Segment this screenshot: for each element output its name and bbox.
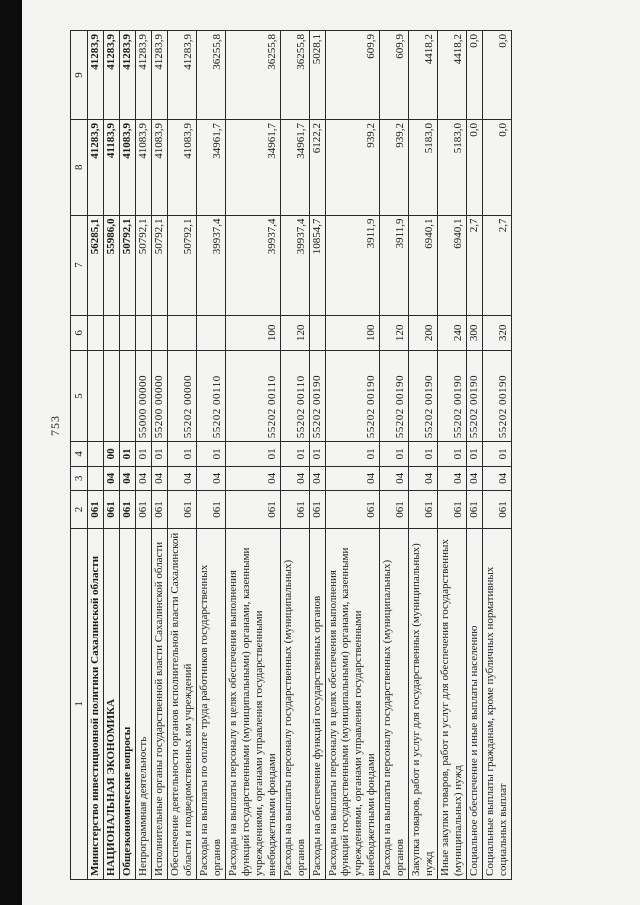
amount-year1-cell: 3911,9 — [325, 215, 380, 315]
grbs-code-cell: 061 — [151, 491, 167, 529]
section-code-cell: 04 — [151, 466, 167, 490]
row-name-cell: Расходы на выплаты по оплате труда работников государственных органов — [196, 528, 225, 879]
section-code-cell: 04 — [380, 466, 409, 490]
section-code-cell: 04 — [103, 466, 119, 490]
amount-year2-cell: 5183,0 — [409, 119, 438, 215]
section-code-cell: 04 — [325, 466, 380, 490]
grbs-code-cell: 061 — [280, 491, 309, 529]
target-article-cell: 55202 00110 — [280, 351, 309, 442]
amount-year1-cell: 2,7 — [467, 215, 483, 315]
section-code-cell: 04 — [309, 466, 325, 490]
row-name-cell: Общеэкономические вопросы — [119, 528, 135, 879]
grbs-code-cell: 061 — [438, 491, 467, 529]
amount-year3-cell: 4418,2 — [438, 31, 467, 120]
expense-type-cell — [103, 315, 119, 351]
row-name-cell: Непрограммная деятельность — [135, 528, 151, 879]
row-name-cell: Социальное обеспечение и иные выплаты населению — [467, 528, 483, 879]
amount-year3-cell: 41283,9 — [167, 31, 196, 120]
table-row — [280, 31, 309, 880]
scan-edge — [0, 0, 22, 905]
table-row — [225, 31, 280, 880]
row-name-cell: Министерство инвестиционной политики Сахалинской области — [88, 528, 104, 879]
table-row — [325, 31, 380, 880]
table-row — [438, 31, 467, 880]
table-row — [151, 31, 167, 880]
amount-year2-cell: 41083,9 — [167, 119, 196, 215]
section-code-cell: 04 — [225, 466, 280, 490]
expense-type-cell — [119, 315, 135, 351]
amount-year3-cell: 41283,9 — [88, 31, 104, 120]
row-name-cell: Обеспечение деятельности органов исполнительной власти Сахалинской области и подведомственных им учреждений — [167, 528, 196, 879]
table-row — [167, 31, 196, 880]
expense-type-cell — [309, 315, 325, 351]
table-row — [309, 31, 325, 880]
target-article-cell — [119, 351, 135, 442]
subsection-code-cell: 01 — [119, 442, 135, 466]
section-code-cell: 04 — [119, 466, 135, 490]
amount-year3-cell: 36255,8 — [225, 31, 280, 120]
expense-type-cell: 240 — [438, 315, 467, 351]
row-name-cell: Исполнительные органы государственной власти Сахалинской области — [151, 528, 167, 879]
amount-year1-cell: 50792,1 — [167, 215, 196, 315]
section-code-cell: 04 — [280, 466, 309, 490]
subsection-code-cell: 01 — [196, 442, 225, 466]
amount-year3-cell: 609,9 — [325, 31, 380, 120]
grbs-code-cell: 061 — [325, 491, 380, 529]
table-row — [119, 31, 135, 880]
target-article-cell: 55202 00110 — [196, 351, 225, 442]
expense-type-cell: 120 — [280, 315, 309, 351]
amount-year2-cell: 41283,9 — [88, 119, 104, 215]
amount-year2-cell: 0,0 — [483, 119, 512, 215]
amount-year3-cell: 0,0 — [483, 31, 512, 120]
subsection-code-cell: 00 — [103, 442, 119, 466]
section-code-cell: 04 — [196, 466, 225, 490]
grbs-code-cell: 061 — [196, 491, 225, 529]
section-code-cell: 04 — [467, 466, 483, 490]
column-header: 6 — [71, 315, 88, 351]
amount-year3-cell: 41283,9 — [103, 31, 119, 120]
row-name-cell: Расходы на выплаты персоналу государственных (муниципальных) органов — [280, 528, 309, 879]
amount-year3-cell: 41283,9 — [151, 31, 167, 120]
amount-year2-cell: 41083,9 — [135, 119, 151, 215]
table-row — [88, 31, 104, 880]
amount-year2-cell: 41083,9 — [119, 119, 135, 215]
amount-year1-cell: 50792,1 — [151, 215, 167, 315]
target-article-cell: 55202 00190 — [380, 351, 409, 442]
subsection-code-cell: 01 — [167, 442, 196, 466]
grbs-code-cell: 061 — [309, 491, 325, 529]
table-row — [467, 31, 483, 880]
amount-year1-cell: 2,7 — [483, 215, 512, 315]
table-row — [103, 31, 119, 880]
grbs-code-cell: 061 — [380, 491, 409, 529]
row-name-cell: Расходы на выплаты персоналу в целях обеспечения выполнения функций государственными (муниципальными) органами, казенными учреждениями, органами управления государственными внебюджетными фондами — [225, 528, 280, 879]
amount-year1-cell: 10854,7 — [309, 215, 325, 315]
row-name-cell: Социальные выплаты гражданам, кроме публичных нормативных социальных выплат — [483, 528, 512, 879]
amount-year1-cell: 6940,1 — [438, 215, 467, 315]
amount-year2-cell: 41083,9 — [151, 119, 167, 215]
amount-year1-cell: 6940,1 — [409, 215, 438, 315]
subsection-code-cell: 01 — [467, 442, 483, 466]
target-article-cell — [103, 351, 119, 442]
target-article-cell: 55200 00000 — [151, 351, 167, 442]
subsection-code-cell: 01 — [438, 442, 467, 466]
amount-year2-cell: 6122,2 — [309, 119, 325, 215]
target-article-cell: 55202 00190 — [309, 351, 325, 442]
target-article-cell — [88, 351, 104, 442]
amount-year3-cell: 4418,2 — [409, 31, 438, 120]
section-code-cell: 04 — [438, 466, 467, 490]
table-row — [135, 31, 151, 880]
subsection-code-cell: 01 — [280, 442, 309, 466]
amount-year2-cell: 5183,0 — [438, 119, 467, 215]
section-code-cell: 04 — [409, 466, 438, 490]
target-article-cell: 55202 00190 — [325, 351, 380, 442]
amount-year1-cell: 50792,1 — [119, 215, 135, 315]
section-code-cell: 04 — [483, 466, 512, 490]
amount-year1-cell: 3911,9 — [380, 215, 409, 315]
amount-year1-cell: 39937,4 — [196, 215, 225, 315]
target-article-cell: 55202 00190 — [467, 351, 483, 442]
subsection-code-cell: 01 — [409, 442, 438, 466]
expense-type-cell — [88, 315, 104, 351]
target-article-cell: 55000 00000 — [135, 351, 151, 442]
subsection-code-cell — [88, 442, 104, 466]
section-code-cell: 04 — [135, 466, 151, 490]
amount-year3-cell: 609,9 — [380, 31, 409, 120]
grbs-code-cell: 061 — [483, 491, 512, 529]
table-body — [88, 31, 512, 880]
expense-type-cell: 100 — [225, 315, 280, 351]
amount-year2-cell: 34961,7 — [280, 119, 309, 215]
expense-type-cell: 320 — [483, 315, 512, 351]
amount-year1-cell: 39937,4 — [225, 215, 280, 315]
amount-year3-cell: 5028,1 — [309, 31, 325, 120]
expense-type-cell: 300 — [467, 315, 483, 351]
page-number: 753 — [48, 415, 62, 436]
subsection-code-cell: 01 — [135, 442, 151, 466]
amount-year1-cell: 56285,1 — [88, 215, 104, 315]
expense-type-cell: 100 — [325, 315, 380, 351]
column-header: 1 — [71, 528, 88, 879]
table-row — [409, 31, 438, 880]
section-code-cell — [88, 466, 104, 490]
column-header: 2 — [71, 491, 88, 529]
expense-type-cell — [135, 315, 151, 351]
grbs-code-cell: 061 — [135, 491, 151, 529]
amount-year2-cell: 34961,7 — [225, 119, 280, 215]
row-name-cell: Закупка товаров, работ и услуг для государственных (муниципальных) нужд — [409, 528, 438, 879]
grbs-code-cell: 061 — [167, 491, 196, 529]
row-name-cell: Иные закупки товаров, работ и услуг для обеспечения государственных (муниципальных) нужд — [438, 528, 467, 879]
column-header: 4 — [71, 442, 88, 466]
table-row — [483, 31, 512, 880]
grbs-code-cell: 061 — [88, 491, 104, 529]
table-row — [196, 31, 225, 880]
row-name-cell: НАЦИОНАЛЬНАЯ ЭКОНОМИКА — [103, 528, 119, 879]
subsection-code-cell: 01 — [225, 442, 280, 466]
subsection-code-cell: 01 — [483, 442, 512, 466]
column-header: 8 — [71, 119, 88, 215]
column-header: 5 — [71, 351, 88, 442]
amount-year1-cell: 55986,0 — [103, 215, 119, 315]
amount-year3-cell: 36255,8 — [280, 31, 309, 120]
row-name-cell: Расходы на выплаты персоналу государственных (муниципальных) органов — [380, 528, 409, 879]
column-header: 7 — [71, 215, 88, 315]
amount-year3-cell: 41283,9 — [135, 31, 151, 120]
grbs-code-cell: 061 — [225, 491, 280, 529]
target-article-cell: 55202 00190 — [409, 351, 438, 442]
amount-year3-cell: 0,0 — [467, 31, 483, 120]
row-name-cell: Расходы на обеспечение функций государственных органов — [309, 528, 325, 879]
amount-year2-cell: 939,2 — [325, 119, 380, 215]
table-row — [380, 31, 409, 880]
row-name-cell: Расходы на выплаты персоналу в целях обеспечения выполнения функций государственными (муниципальными) органами, казенными учреждениями, органами управления государственными внебюджетными фондами — [325, 528, 380, 879]
target-article-cell: 55202 00110 — [225, 351, 280, 442]
amount-year2-cell: 0,0 — [467, 119, 483, 215]
grbs-code-cell: 061 — [409, 491, 438, 529]
amount-year2-cell: 41183,9 — [103, 119, 119, 215]
grbs-code-cell: 061 — [119, 491, 135, 529]
amount-year2-cell: 939,2 — [380, 119, 409, 215]
amount-year2-cell: 34961,7 — [196, 119, 225, 215]
budget-table — [70, 30, 512, 880]
expense-type-cell: 120 — [380, 315, 409, 351]
grbs-code-cell: 061 — [467, 491, 483, 529]
expense-type-cell: 200 — [409, 315, 438, 351]
section-code-cell: 04 — [167, 466, 196, 490]
column-number-row — [71, 31, 88, 880]
expense-type-cell — [196, 315, 225, 351]
target-article-cell: 55202 00190 — [438, 351, 467, 442]
amount-year3-cell: 41283,9 — [119, 31, 135, 120]
subsection-code-cell: 01 — [309, 442, 325, 466]
subsection-code-cell: 01 — [151, 442, 167, 466]
amount-year3-cell: 36255,8 — [196, 31, 225, 120]
column-header: 9 — [71, 31, 88, 120]
subsection-code-cell: 01 — [325, 442, 380, 466]
expense-type-cell — [151, 315, 167, 351]
target-article-cell: 55202 00190 — [483, 351, 512, 442]
target-article-cell: 55202 00000 — [167, 351, 196, 442]
grbs-code-cell: 061 — [103, 491, 119, 529]
amount-year1-cell: 50792,1 — [135, 215, 151, 315]
budget-table-wrapper — [70, 30, 615, 880]
expense-type-cell — [167, 315, 196, 351]
amount-year1-cell: 39937,4 — [280, 215, 309, 315]
subsection-code-cell: 01 — [380, 442, 409, 466]
column-header: 3 — [71, 466, 88, 490]
